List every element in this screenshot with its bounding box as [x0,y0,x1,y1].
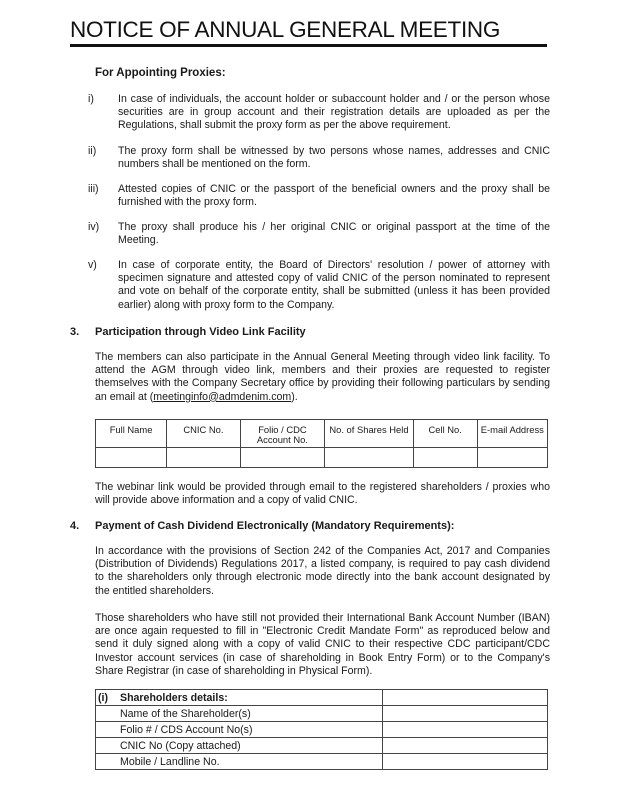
proxies-heading: For Appointing Proxies: [95,67,226,79]
item-number: iii) [88,183,99,195]
email-link[interactable]: meetinginfo@admdenim.com [153,390,292,403]
form-row [96,738,548,754]
section-4-paragraph-2: Those shareholders who have still not provided their International Bank Account Number (IBAN) are once again requested to fill in "Electronic Credit Mandate Form" as reproduced below and send it duly signed along with a copy of valid CNIC to their respective CDC participant/CDC Investor account services (in case of shareholding in Book Entry Form) or to the Company's Share Registrar (in case of shareholding in Physical Form). [95,612,550,677]
item-text: The proxy shall produce his / her original CNIC or original passport at the time of the Meeting. [118,221,550,247]
title-underline [70,44,547,47]
form-value-cell [383,690,548,706]
column-header: E-mail Address [477,420,547,448]
section-4-heading [70,520,454,532]
form-row [96,722,548,738]
item-text: In case of individuals, the account holder or subaccount holder and / or the person whose securities are in group account and their registration details are uploaded as per the Regulations, shall submit the proxy form as per the above requirement. [118,93,550,132]
section-3-paragraph [95,351,550,404]
field-label: Name of the Shareholder(s) [96,706,383,722]
proxy-item-5 [88,259,550,312]
cell-no-cell[interactable] [413,448,477,468]
column-header: CNIC No. [167,420,241,448]
video-link-registration-table [95,419,548,468]
section-3-heading [70,326,306,338]
item-number: i) [88,93,94,105]
item-text: The proxy form shall be witnessed by two persons whose names, addresses and CNIC numbers shall be mentioned on the form. [118,145,550,171]
folio-account-input[interactable] [383,722,548,738]
form-row [96,754,548,770]
table-header-row [96,420,548,448]
form-heading-row [96,690,548,706]
full-name-cell[interactable] [96,448,167,468]
table-row [96,448,548,468]
proxy-item-2 [88,145,550,171]
section-title: Participation through Video Link Facility [95,326,306,338]
email-cell[interactable] [477,448,547,468]
proxy-item-3 [88,183,550,209]
item-number: ii) [88,145,97,157]
item-text: Attested copies of CNIC or the passport of the beneficial owners and the proxy shall be furnished with the proxy form. [118,183,550,209]
section-4-paragraph-1: In accordance with the provisions of Section 242 of the Companies Act, 2017 and Companies (Distribution of Dividends) Regulations 2017, a listed company, is required to pay cash dividend to the shareholders only through electronic mode directly into the bank account designated by the entitled shareholders. [95,545,550,597]
form-section-label: (i) Shareholders details: [96,690,383,706]
column-header: Folio / CDC Account No. [240,420,325,448]
column-header: No. of Shares Held [325,420,414,448]
shares-cell[interactable] [325,448,414,468]
section-number: 3. [70,326,80,338]
item-text: In case of corporate entity, the Board of Directors' resolution / power of attorney with specimen signature and attested copy of valid CNIC of the person nominated to represent and vote on behalf of the corporate entity, shall be submitted (unless it has been provided earlier) along with proxy form to the Company. [118,259,550,311]
field-label: Folio # / CDS Account No(s) [96,722,383,738]
proxy-item-1 [88,93,550,133]
column-header: Full Name [96,420,167,448]
paragraph-text: The members can also participate in the Annual General Meeting through video link facility. To attend the AGM through video link, members and their proxies are requested to register themselves with the Company Secretary office by providing their following particulars by sending an email at ( [95,351,550,403]
webinar-note: The webinar link would be provided through email to the registered shareholders / proxies who will provide above information and a copy of valid CNIC. [95,481,550,507]
item-number: iv) [88,221,100,233]
section-number: 4. [70,520,80,532]
row-number: (i) [98,692,108,704]
item-number: v) [88,259,97,271]
section-title: Payment of Cash Dividend Electronically (Mandatory Requirements): [95,520,455,532]
form-row [96,706,548,722]
shareholder-name-input[interactable] [383,706,548,722]
cnic-cell[interactable] [167,448,241,468]
column-header: Cell No. [413,420,477,448]
field-label: CNIC No (Copy attached) [96,738,383,754]
cnic-input[interactable] [383,738,548,754]
page-title: NOTICE OF ANNUAL GENERAL MEETING [70,17,501,42]
paragraph-end: ). [291,390,298,403]
phone-input[interactable] [383,754,548,770]
shareholder-details-form [95,689,548,770]
proxy-item-4 [88,221,550,247]
folio-cell[interactable] [240,448,325,468]
field-label: Mobile / Landline No. [96,754,383,770]
